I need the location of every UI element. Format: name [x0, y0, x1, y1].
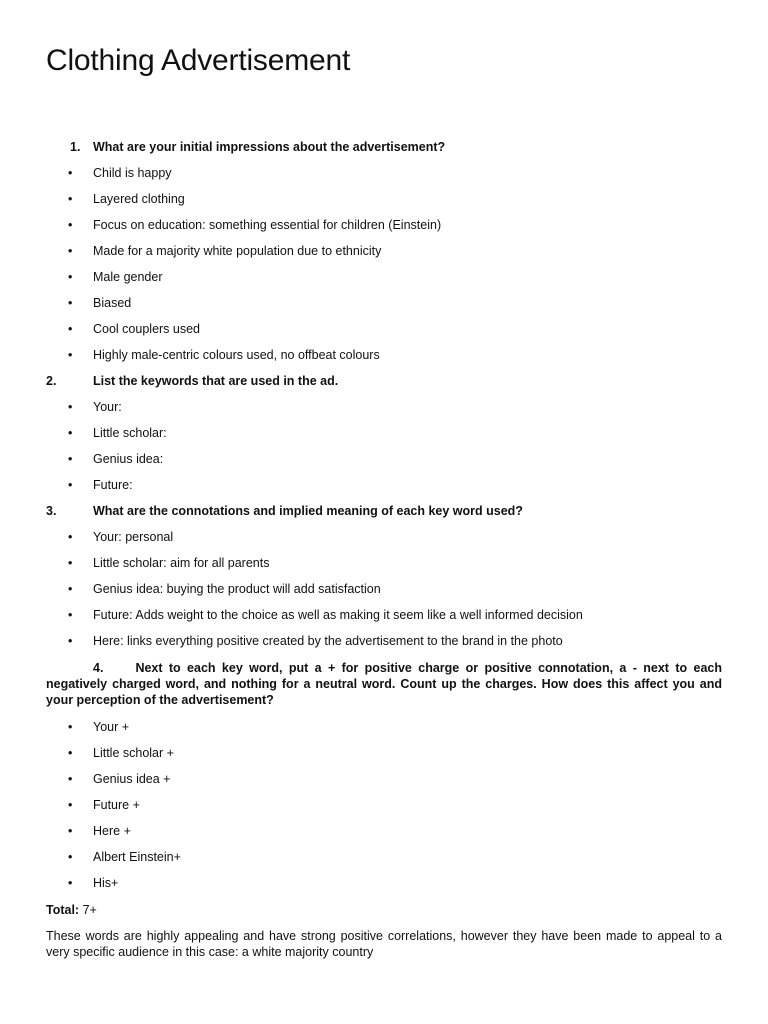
question-4-text: Next to each key word, put a + for positive charge or positive connotation, a - next to each negatively charged word, and nothing for a neutral word. Count up the charges. How does this affect you and your perception of the advertisement? [46, 661, 722, 707]
q1-item: Male gender [93, 270, 163, 284]
question-1-text: What are your initial impressions about the advertisement? [93, 140, 446, 154]
total-value: 7+ [79, 903, 97, 917]
q3-item: Here: links everything positive created by the advertisement to the brand in the photo [93, 634, 563, 648]
q2-item: Future: [93, 478, 133, 492]
q1-item: Layered clothing [93, 192, 185, 206]
bullet [68, 477, 72, 494]
question-3-text: What are the connotations and implied meaning of each key word used? [93, 504, 523, 518]
q4-item: Here + [93, 824, 131, 838]
q1-item: Biased [93, 296, 132, 310]
bullet [68, 217, 72, 234]
bullet [68, 165, 72, 182]
bullet [68, 875, 72, 892]
q4-item: Future + [93, 798, 140, 812]
bullet [68, 771, 72, 788]
q3-item: Future: Adds weight to the choice as well as making it seem like a well informed decision [93, 608, 583, 622]
bullet [68, 399, 72, 416]
page-title: Clothing Advertisement [46, 44, 351, 77]
bullet [68, 849, 72, 866]
bullet [68, 797, 72, 814]
bullet [68, 581, 72, 598]
q3-item: Little scholar: aim for all parents [93, 556, 270, 570]
bullet [68, 451, 72, 468]
bullet [68, 633, 72, 650]
bullet [68, 347, 72, 364]
q1-item: Made for a majority white population due to ethnicity [93, 244, 382, 258]
q4-item: Genius idea + [93, 772, 171, 786]
bullet [68, 823, 72, 840]
q4-item: Your + [93, 720, 130, 734]
q2-item: Your: [93, 400, 122, 414]
q1-item: Focus on education: something essential for children (Einstein) [93, 218, 442, 232]
question-3-number: 3. [46, 504, 57, 518]
bullet [68, 425, 72, 442]
bullet [68, 243, 72, 260]
q1-item: Child is happy [93, 166, 172, 180]
bullet [68, 555, 72, 572]
bullet [68, 719, 72, 736]
question-2-text: List the keywords that are used in the ad. [93, 374, 339, 388]
q1-item: Highly male-centric colours used, no offbeat colours [93, 348, 380, 362]
bullet [68, 269, 72, 286]
total-label: Total: [46, 903, 80, 917]
bullet [68, 745, 72, 762]
bullet [68, 295, 72, 312]
bullet [68, 191, 72, 208]
q4-item: Little scholar + [93, 746, 174, 760]
q2-item: Little scholar: [93, 426, 167, 440]
bullet [68, 607, 72, 624]
question-2-number: 2. [46, 374, 57, 388]
bullet [68, 321, 72, 338]
total-line [46, 902, 97, 919]
question-4-number: 4. [93, 661, 104, 675]
q2-item: Genius idea: [93, 452, 164, 466]
question-4 [46, 660, 722, 708]
q1-item: Cool couplers used [93, 322, 201, 336]
bullet [68, 529, 72, 546]
q3-item: Genius idea: buying the product will add satisfaction [93, 582, 381, 596]
question-1-number: 1. [70, 140, 81, 154]
q3-item: Your: personal [93, 530, 174, 544]
conclusion-paragraph: These words are highly appealing and have strong positive correlations, however they have been made to appeal to a very specific audience in this case: a white majority country [46, 929, 722, 959]
q4-item: His+ [93, 876, 119, 890]
q4-item: Albert Einstein+ [93, 850, 181, 864]
